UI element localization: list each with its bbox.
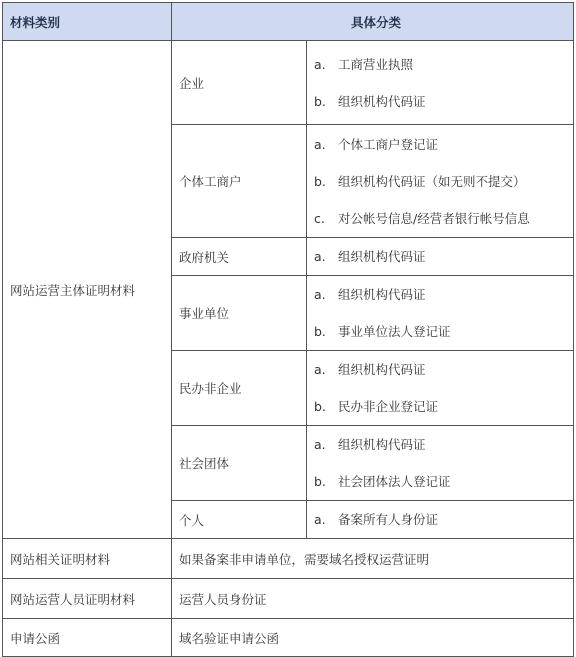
subtype-name: 政府机关 bbox=[172, 238, 307, 276]
list-item bbox=[314, 46, 573, 83]
detail-cell: 如果备案非申请单位，需要域名授权运营证明 bbox=[172, 539, 574, 579]
subtype-name: 民办非企业 bbox=[172, 351, 307, 426]
item-text: 组织机构代码证 bbox=[338, 249, 426, 264]
item-text: 备案所有人身份证 bbox=[338, 512, 439, 527]
category-cell: 申请公函 bbox=[3, 619, 172, 657]
item-marker: a. bbox=[314, 437, 326, 452]
subtype-items bbox=[307, 426, 574, 501]
item-text: 民办非企业登记证 bbox=[338, 399, 439, 414]
list-item bbox=[314, 463, 573, 500]
header-category: 材料类别 bbox=[3, 3, 172, 41]
item-marker: a. bbox=[314, 249, 326, 264]
list-item bbox=[314, 313, 573, 350]
item-marker: a. bbox=[314, 362, 326, 377]
item-text: 组织机构代码证 bbox=[338, 93, 426, 109]
list-item bbox=[314, 163, 573, 200]
item-text: 组织机构代码证 bbox=[338, 362, 426, 377]
list-item bbox=[314, 238, 573, 275]
list-item bbox=[314, 351, 573, 388]
item-text: 个体工商户登记证 bbox=[338, 136, 439, 152]
list-item bbox=[314, 501, 573, 538]
subtype-name: 个人 bbox=[172, 501, 307, 539]
item-marker: a. bbox=[314, 512, 326, 527]
subtype-items bbox=[307, 41, 574, 125]
item-text: 工商营业执照 bbox=[338, 56, 414, 72]
subtype-name: 事业单位 bbox=[172, 276, 307, 351]
item-text: 社会团体法人登记证 bbox=[338, 474, 451, 489]
table-row bbox=[3, 579, 574, 619]
main-category-cell: 网站运营主体证明材料 bbox=[3, 41, 172, 539]
item-marker: b. bbox=[314, 324, 326, 339]
item-marker: c. bbox=[314, 210, 325, 226]
subtype-name: 社会团体 bbox=[172, 426, 307, 501]
list-item bbox=[314, 126, 573, 163]
item-text: 组织机构代码证（如无则不提交） bbox=[338, 173, 526, 189]
header-row bbox=[3, 3, 574, 41]
item-marker: a. bbox=[314, 56, 326, 72]
item-marker: b. bbox=[314, 399, 326, 414]
subtype-items bbox=[307, 276, 574, 351]
subtype-items bbox=[307, 501, 574, 539]
list-item bbox=[314, 276, 573, 313]
item-marker: a. bbox=[314, 287, 326, 302]
materials-table bbox=[2, 2, 574, 657]
item-text: 事业单位法人登记证 bbox=[338, 324, 451, 339]
category-cell: 网站相关证明材料 bbox=[3, 539, 172, 579]
list-item bbox=[314, 426, 573, 463]
detail-cell: 运营人员身份证 bbox=[172, 579, 574, 619]
table-row bbox=[3, 539, 574, 579]
item-text: 组织机构代码证 bbox=[338, 287, 426, 302]
subtype-items bbox=[307, 351, 574, 426]
subtype-name: 企业 bbox=[172, 41, 307, 125]
item-marker: b. bbox=[314, 93, 326, 109]
table-row bbox=[3, 41, 574, 125]
subtype-items bbox=[307, 125, 574, 238]
subtype-items bbox=[307, 238, 574, 276]
detail-cell: 域名验证申请公函 bbox=[172, 619, 574, 657]
item-marker: a. bbox=[314, 136, 326, 152]
list-item bbox=[314, 83, 573, 120]
list-item bbox=[314, 388, 573, 425]
header-detail: 具体分类 bbox=[172, 3, 574, 41]
item-text: 对公帐号信息/经营者银行帐号信息 bbox=[338, 210, 530, 226]
list-item bbox=[314, 200, 573, 237]
item-marker: b. bbox=[314, 173, 326, 189]
category-cell: 网站运营人员证明材料 bbox=[3, 579, 172, 619]
item-marker: b. bbox=[314, 474, 326, 489]
subtype-name: 个体工商户 bbox=[172, 125, 307, 238]
table-row bbox=[3, 619, 574, 657]
item-text: 组织机构代码证 bbox=[338, 437, 426, 452]
